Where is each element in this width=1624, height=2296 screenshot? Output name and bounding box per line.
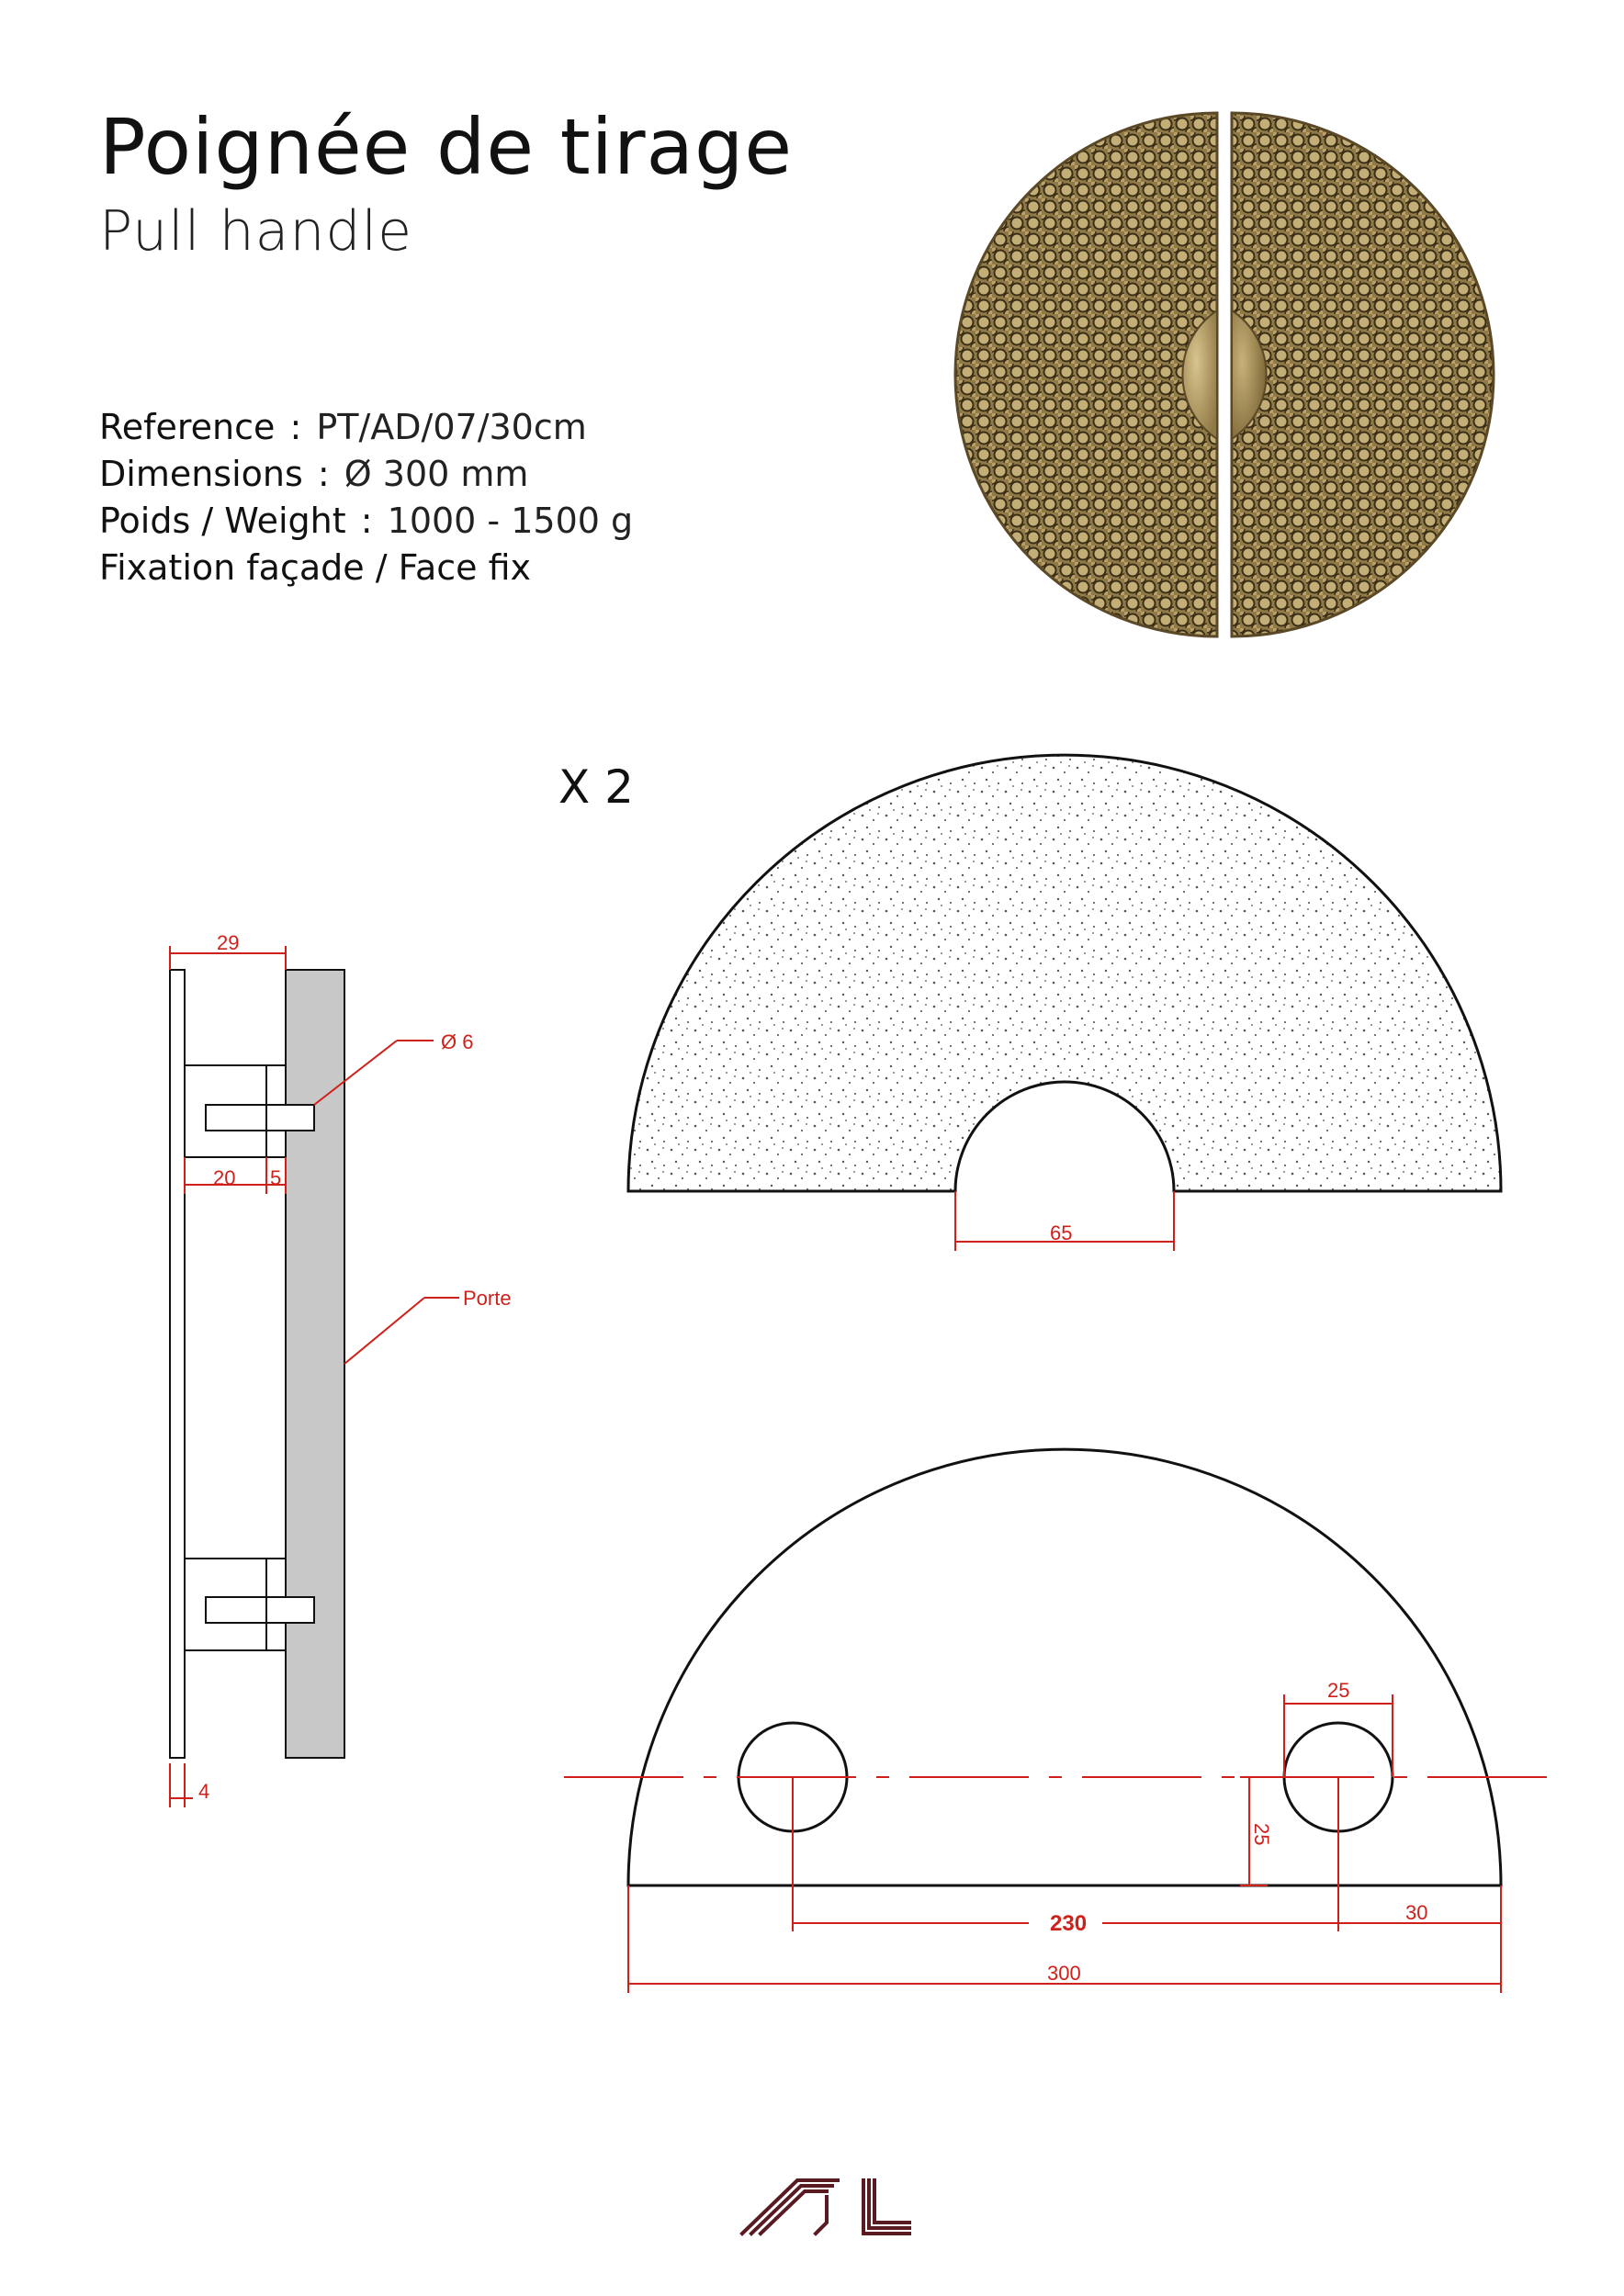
dim-edge-label: 30 bbox=[1405, 1901, 1428, 1924]
dim-top-label: 29 bbox=[217, 931, 240, 954]
product-photo bbox=[955, 113, 1494, 636]
spec-label: Reference bbox=[99, 407, 276, 447]
spec-value: Ø 300 mm bbox=[344, 454, 529, 494]
spec-label: Poids / Weight bbox=[99, 501, 346, 541]
spec-value: 1000 - 1500 g bbox=[387, 501, 634, 541]
dim-hole-height-label: 25 bbox=[1250, 1823, 1273, 1846]
quantity-label: X 2 bbox=[558, 760, 634, 814]
dim-hole-label: 25 bbox=[1327, 1679, 1350, 1702]
left-half-handle bbox=[955, 113, 1217, 636]
dim-pin-length-label: 20 bbox=[213, 1166, 236, 1189]
spec-value: PT/AD/07/30cm bbox=[316, 407, 587, 447]
handle-plate bbox=[170, 970, 185, 1758]
spec-label: Dimensions bbox=[99, 454, 303, 494]
upper-pin bbox=[206, 1105, 314, 1131]
spec-separator: : bbox=[289, 407, 302, 447]
spec-separator: : bbox=[317, 454, 330, 494]
side-view bbox=[170, 970, 344, 1758]
dim-total-label: 300 bbox=[1047, 1962, 1081, 1985]
spec-label: Fixation façade / Face fix bbox=[99, 547, 532, 588]
textured-face bbox=[628, 755, 1501, 1191]
spec-separator: : bbox=[360, 501, 373, 541]
right-half-handle bbox=[1232, 113, 1494, 636]
lower-pin bbox=[206, 1597, 314, 1623]
page-title: Poignée de tirage bbox=[99, 102, 793, 192]
dim-centers-label: 230 bbox=[1050, 1911, 1088, 1936]
page-subtitle: Pull handle bbox=[99, 199, 413, 264]
dim-plate-label: 4 bbox=[198, 1780, 210, 1803]
back-view bbox=[628, 1449, 1501, 1885]
door-label: Porte bbox=[463, 1287, 512, 1310]
dim-cutout-label: 65 bbox=[1050, 1221, 1073, 1244]
dim-pin-diameter-label: Ø 6 bbox=[441, 1030, 474, 1053]
dim-pin-gap-label: 5 bbox=[270, 1166, 282, 1189]
brand-logo bbox=[742, 2180, 909, 2234]
front-view bbox=[628, 755, 1501, 1191]
